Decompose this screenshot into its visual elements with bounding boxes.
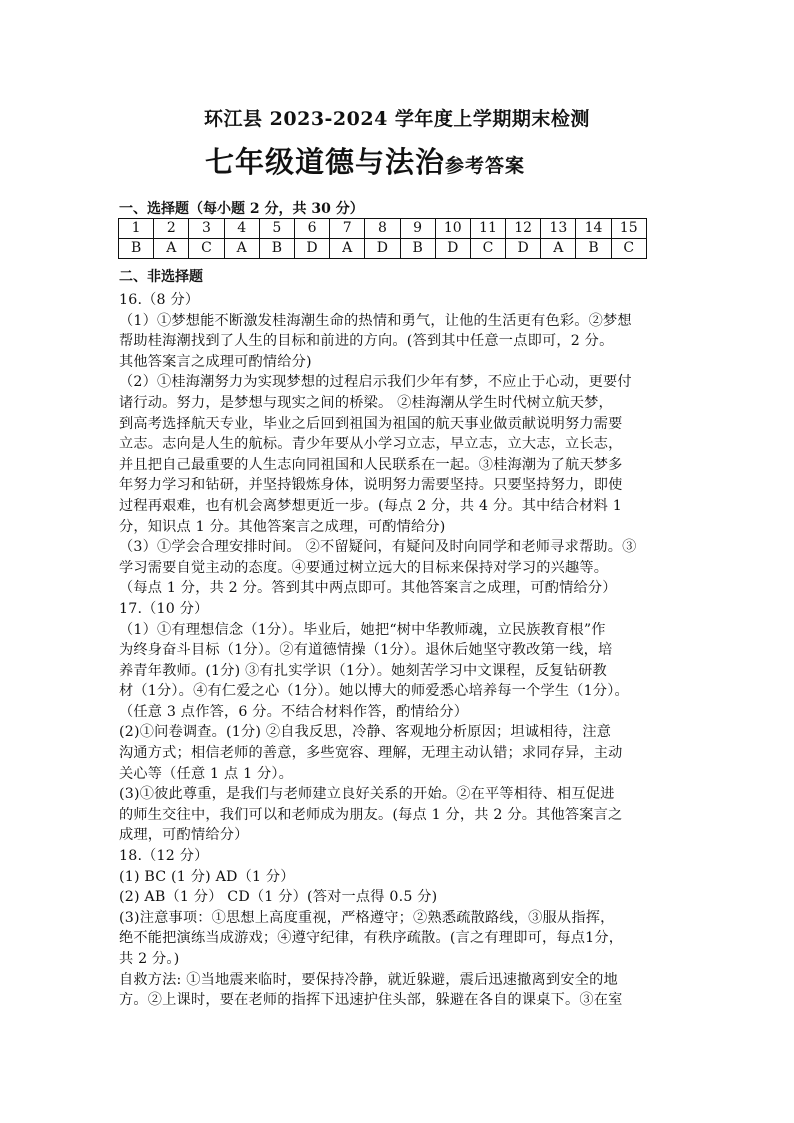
answer-line: 学习需要自觉主动的态度。④要通过树立远大的目标来保持对学习的兴趣等。	[119, 559, 609, 576]
subject-title-suffix: 参考答案	[445, 155, 526, 177]
question-number-cell: 4	[224, 219, 259, 239]
answer-cell: C	[470, 239, 505, 259]
answer-cell: B	[259, 239, 294, 259]
question-number-cell: 5	[259, 219, 294, 239]
answer-table-answers-row	[119, 239, 647, 259]
answer-line: （1）①梦想能不断激发桂海潮生命的热情和勇气，让他的生活更有色彩。②梦想	[119, 312, 632, 329]
answer-body	[119, 290, 699, 1011]
answer-line: 并且把自己最重要的人生志向同祖国和人民联系在一起。③桂海潮为了航天梦多	[119, 456, 623, 473]
answer-cell: B	[119, 239, 154, 259]
question-number-cell: 7	[330, 219, 365, 239]
answer-line: 立志。志向是人生的航标。青少年要从小学习立志，早立志，立大志，立长志，	[119, 436, 623, 453]
question-number-cell: 11	[470, 219, 505, 239]
answer-cell: A	[154, 239, 189, 259]
answer-cell: A	[541, 239, 576, 259]
answer-line: （任意 3 点作答，6 分。不结合材料作答，酌情给分）	[119, 703, 469, 720]
answer-line: 养青年教师。(1分) ③有扎实学识（1分）。她刻苦学习中文课程，反复钻研教	[119, 662, 607, 679]
question-number-cell: 15	[611, 219, 646, 239]
exam-title: 环江县 2023-2024 学年度上学期期末检测	[204, 108, 590, 130]
section-nonchoice-heading: 二、非选择题	[119, 269, 203, 285]
answer-line: 的师生交往中，我们可以和老师成为朋友。(每点 1 分，共 2 分。其他答案言之	[119, 806, 623, 823]
answer-table-numbers-row	[119, 219, 647, 239]
question-number-cell: 1	[119, 219, 154, 239]
answer-line: (3)①彼此尊重，是我们与老师建立良好关系的开始。②在平等相待、相互促进	[119, 786, 615, 803]
answer-cell: D	[365, 239, 400, 259]
answer-line: 共 2 分。)	[119, 951, 180, 967]
subject-title	[205, 140, 525, 181]
answer-cell: D	[506, 239, 541, 259]
answer-line: 分，知识点 1 分。其他答案言之成理，可酌情给分)	[119, 518, 446, 535]
question-heading: 16.（8 分）	[119, 292, 200, 308]
question-number-cell: 6	[294, 219, 329, 239]
question-number-cell: 9	[400, 219, 435, 239]
answer-cell: A	[330, 239, 365, 259]
answer-line: 关心等（任意 1 点 1 分）。	[119, 765, 294, 782]
answer-line: 到高考选择航天专业，毕业之后回到祖国为祖国的航天事业做贡献说明努力需要	[119, 415, 623, 432]
answer-line: (1) BC (1 分) AD（1 分）	[119, 868, 295, 885]
answer-cell: A	[224, 239, 259, 259]
answer-line: 其他答案言之成理可酌情给分)	[119, 353, 312, 370]
answer-line: 过程再艰难，也有机会离梦想更近一步。(每点 2 分，共 4 分。其中结合材料 1	[119, 497, 622, 514]
answer-cell: D	[294, 239, 329, 259]
question-number-cell: 14	[576, 219, 611, 239]
answer-cell: B	[400, 239, 435, 259]
answer-line: (2)①问卷调查。(1分) ②自我反思，冷静、客观地分析原因；坦诚相待，注意	[119, 724, 612, 741]
answer-cell: B	[576, 239, 611, 259]
answer-line: 诸行动。努力，是梦想与现实之间的桥梁。 ②桂海潮从学生时代树立航天梦，	[119, 394, 613, 411]
answer-line: （1）①有理想信念（1分）。毕业后，她把“树中华教师魂，立民族教育根”作	[119, 621, 606, 638]
answer-cell: D	[435, 239, 470, 259]
question-heading: 18.（12 分）	[119, 848, 209, 865]
section-choice-heading: 一、选择题（每小题 2 分，共 30 分）	[119, 201, 364, 217]
answer-line: 成理，可酌情给分）	[119, 827, 249, 844]
answer-line: 方。②上课时，要在老师的指挥下迅速护住头部，躲避在各自的课桌下。③在室	[119, 992, 623, 1009]
subject-title-main: 七年级道德与法治	[205, 145, 446, 179]
answer-line: 帮助桂海潮找到了人生的目标和前进的方向。(答到其中任意一点即可，2 分。	[119, 333, 614, 350]
answer-line: （3）①学会合理安排时间。 ②不留疑问，有疑问及时向同学和老师寻求帮助。③	[119, 539, 637, 556]
answer-line: （每点 1 分，共 2 分。答到其中两点即可。其他答案言之成理，可酌情给分）	[119, 580, 617, 597]
answer-line: 年努力学习和钻研，并坚持锻炼身体，说明努力需要坚持。只要坚持努力，即使	[119, 477, 623, 494]
answer-line: 自救方法: ①当地震来临时，要保持冷静，就近躲避，震后迅速撤离到安全的地	[119, 971, 618, 988]
answer-cell: C	[189, 239, 224, 259]
answer-line: 沟通方式；相信老师的善意，多些宽容、理解，无理主动认错；求同存异，主动	[119, 745, 623, 762]
question-number-cell: 8	[365, 219, 400, 239]
answer-line: (3)注意事项：①思想上高度重视，严格遵守；②熟悉疏散路线，③服从指挥，	[119, 909, 615, 926]
answer-line: 材（1分）。④有仁爱之心（1分）。她以博大的师爱悉心培养每一个学生（1分）。	[119, 683, 629, 700]
question-number-cell: 12	[506, 219, 541, 239]
question-number-cell: 13	[541, 219, 576, 239]
question-number-cell: 3	[189, 219, 224, 239]
answer-line: 为终身奋斗目标（1分）。②有道德情操（1分）。退休后她坚守教改第一线，培	[119, 642, 613, 659]
question-number-cell: 2	[154, 219, 189, 239]
answer-line: 绝不能把演练当成游戏；④遵守纪律，有秩序疏散。(言之有理即可，每点1分，	[119, 930, 624, 947]
answer-line: (2) AB（1 分） CD（1 分）(答对一点得 0.5 分)	[119, 889, 438, 906]
question-heading: 17.（10 分）	[119, 600, 209, 617]
answer-line: （2）①桂海潮努力为实现梦想的过程启示我们少年有梦，不应止于心动，更要付	[119, 374, 632, 391]
answer-cell: C	[611, 239, 646, 259]
answer-table	[118, 218, 647, 259]
question-number-cell: 10	[435, 219, 470, 239]
